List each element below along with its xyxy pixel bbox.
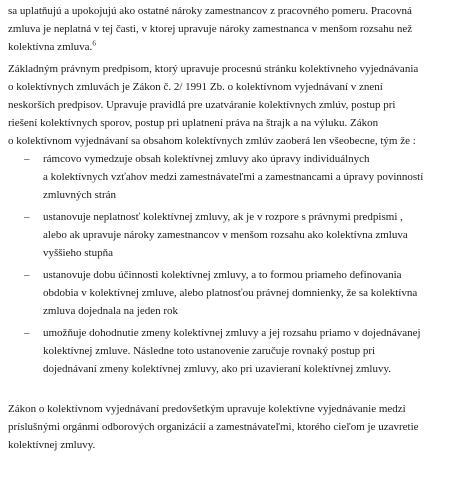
footnote-mark: 6 bbox=[92, 39, 96, 48]
bullet-dash: – bbox=[24, 153, 30, 165]
bullet2-line3: vyššieho stupňa bbox=[43, 247, 113, 259]
bullet4-line1: umožňuje dohodnutie zmeny kolektívnej zmluvy a jej rozsahu priamo v dojednávanej bbox=[43, 327, 421, 339]
para2-line2: o kolektívnych zmluvách je Zákon č. 2/ 1991 Zb. o kolektívnom vyjednávaní v znení bbox=[8, 81, 383, 93]
para1-line1: sa uplatňujú a upokojujú ako ostatné nároky zamestnancov z pracovného pomeru. Pracovná bbox=[8, 5, 412, 17]
para3-line1: Zákon o kolektívnom vyjednávaní predovšetkým upravuje kolektívne vyjednávanie medzi bbox=[8, 403, 406, 415]
para1-line3-text: kolektívna zmluva. bbox=[8, 41, 93, 53]
bullet1-line3: zmluvných strán bbox=[43, 189, 117, 201]
bullet4-line2: kolektívnej zmluve. Následne toto ustanovenie zaručuje rovnaký postup pri bbox=[43, 345, 376, 357]
para3-line3: kolektívnej zmluvy. bbox=[8, 439, 96, 451]
para1-line2: zmluva je neplatná v tej časti, v ktorej upravuje nároky zamestnanca v menšom rozsahu než bbox=[8, 23, 413, 35]
bullet-dash: – bbox=[24, 327, 30, 339]
para1-line3 bbox=[8, 40, 96, 54]
para2-line1: Základným právnym predpisom, ktorý upravuje procesnú stránku kolektívneho vyjednávania bbox=[8, 63, 419, 75]
para2-line4: riešení kolektívnych sporov, postup pri uplatnení práva na štrajk a na výluku. Zákon bbox=[8, 117, 379, 129]
para2-line5: o kolektívnom vyjednávaní sa obsahom kolektívnych zmlúv zaoberá len všeobecne, tým že : bbox=[8, 135, 416, 147]
para3-line2: príslušnými orgánmi odborových organizácií a zamestnávateľmi, ktorého cieľom je uzavretie bbox=[8, 421, 419, 433]
bullet1-line1: rámcovo vymedzuje obsah kolektívnej zmluvy ako úpravy individuálnych bbox=[43, 153, 370, 165]
bullet2-line2: alebo ak upravuje nároky zamestnancov v menšom rozsahu ako kolektívna zmluva bbox=[43, 229, 408, 241]
bullet-dash: – bbox=[24, 269, 30, 281]
bullet4-line3: dojednávaní zmeny kolektívnej zmluvy, ako pri uzavieraní kolektívnej zmluvy. bbox=[43, 363, 392, 375]
bullet-dash: – bbox=[24, 211, 30, 223]
bullet3-line1: ustanovuje dobu účinnosti kolektívnej zmluvy, a to formou priameho definovania bbox=[43, 269, 402, 281]
bullet3-line2: obdobia v kolektívnej zmluve, alebo platnosťou právnej domnienky, že sa kolektívna bbox=[43, 287, 418, 299]
bullet1-line2: a kolektívnych vzťahov medzi zamestnávateľmi a zamestnancami a úpravy povinností bbox=[43, 171, 424, 183]
para2-line3: neskorších predpisov. Upravuje pravidlá pre uzatváranie kolektívnych zmlúv, postup pri bbox=[8, 99, 396, 111]
bullet2-line1: ustanovuje neplatnosť kolektívnej zmluvy, ak je v rozpore s právnymi predpismi , bbox=[43, 211, 403, 223]
bullet3-line3: zmluva dojednala na jeden rok bbox=[43, 305, 179, 317]
